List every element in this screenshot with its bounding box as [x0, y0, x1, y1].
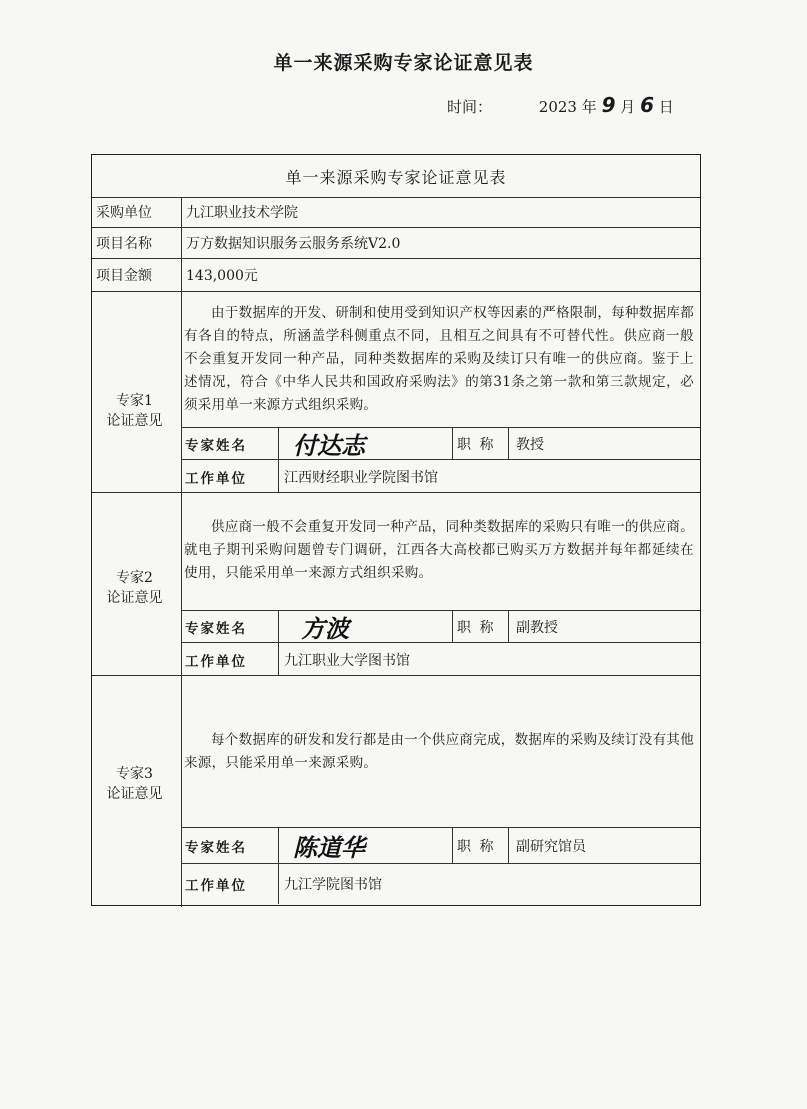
expert-2-title: 副教授 [516, 619, 558, 636]
date-label: 时间： [447, 98, 493, 116]
expert-block-3 [92, 676, 700, 907]
expert-2-label: 专家2 论证意见 [106, 570, 163, 606]
expert-3-work-unit: 九江学院图书馆 [284, 877, 382, 893]
expert-3-signature: 陈道华 [293, 834, 365, 862]
document-title: 单一来源采购专家论证意见表 [273, 52, 534, 74]
expert-1-work-unit: 江西财经职业学院图书馆 [284, 469, 438, 486]
expert-1-title: 教授 [516, 436, 544, 453]
date-day-unit: 日 [658, 98, 674, 116]
date-line [447, 93, 674, 117]
expert-block-1 [92, 292, 700, 493]
row-label: 项目名称 [96, 236, 152, 252]
procurement-unit-value: 九江职业技术学院 [186, 205, 298, 221]
date-year-unit: 年 [581, 98, 597, 116]
expert-3-opinion: 每个数据库的研发和发行都是由一个供应商完成，数据库的采购及续订没有其他来源，只能采用单一来源采购。 [184, 732, 694, 771]
date-day: 6 [640, 93, 654, 117]
expert-name-label: 专家姓名 [185, 437, 247, 454]
table-title: 单一来源采购专家论证意见表 [92, 155, 700, 198]
work-unit-label: 工作单位 [185, 653, 247, 670]
expert-block-2 [92, 493, 700, 676]
work-unit-label: 工作单位 [185, 878, 247, 894]
expert-3-label: 专家3 论证意见 [106, 766, 163, 802]
expert-name-label: 专家姓名 [185, 620, 247, 637]
date-month: 9 [601, 93, 616, 117]
table-row [92, 197, 700, 228]
expert-2-opinion: 供应商一般不会重复开发同一种产品，同种类数据库的采购只有唯一的供应商。就电子期刊采购问题曾专门调研，江西各大高校都已购买万方数据并每年都延续在使用，只能采用单一来源方式组织采购。 [184, 519, 694, 581]
work-unit-label: 工作单位 [185, 470, 247, 487]
expert-name-label: 专家姓名 [185, 839, 247, 856]
project-name-value: 万方数据知识服务云服务系统V2.0 [186, 236, 401, 252]
row-label: 项目金额 [96, 268, 152, 284]
expert-3-title: 副研究馆员 [516, 838, 586, 855]
expert-title-label: 职 称 [457, 436, 496, 453]
expert-1-opinion: 由于数据库的开发、研制和使用受到知识产权等因素的严格限制，每种数据库都有各自的特点，所涵盖学科侧重点不同，且相互之间具有不可替代性。供应商一般不会重复开发同一种产品，同种类数据库的采购及续订只有唯一的供应商。鉴于上述情况，符合《中华人民共和国政府采购法》的第31条之第一款和第三款规定，必须采用单一来源方式组织采购。 [184, 305, 694, 413]
expert-1-signature: 付达志 [293, 432, 365, 460]
expert-title-label: 职 称 [457, 619, 496, 636]
project-amount-value: 143,000元 [186, 268, 258, 284]
date-year: 2023 [538, 98, 577, 116]
expert-title-label: 职 称 [457, 838, 496, 855]
expert-1-label: 专家1 论证意见 [106, 393, 163, 429]
opinion-table [91, 154, 701, 906]
row-label: 采购单位 [96, 205, 152, 221]
expert-2-signature: 方波 [301, 615, 349, 643]
expert-2-work-unit: 九江职业大学图书馆 [284, 652, 410, 669]
table-row [92, 259, 700, 292]
table-row [92, 228, 700, 259]
date-month-unit: 月 [620, 98, 636, 116]
